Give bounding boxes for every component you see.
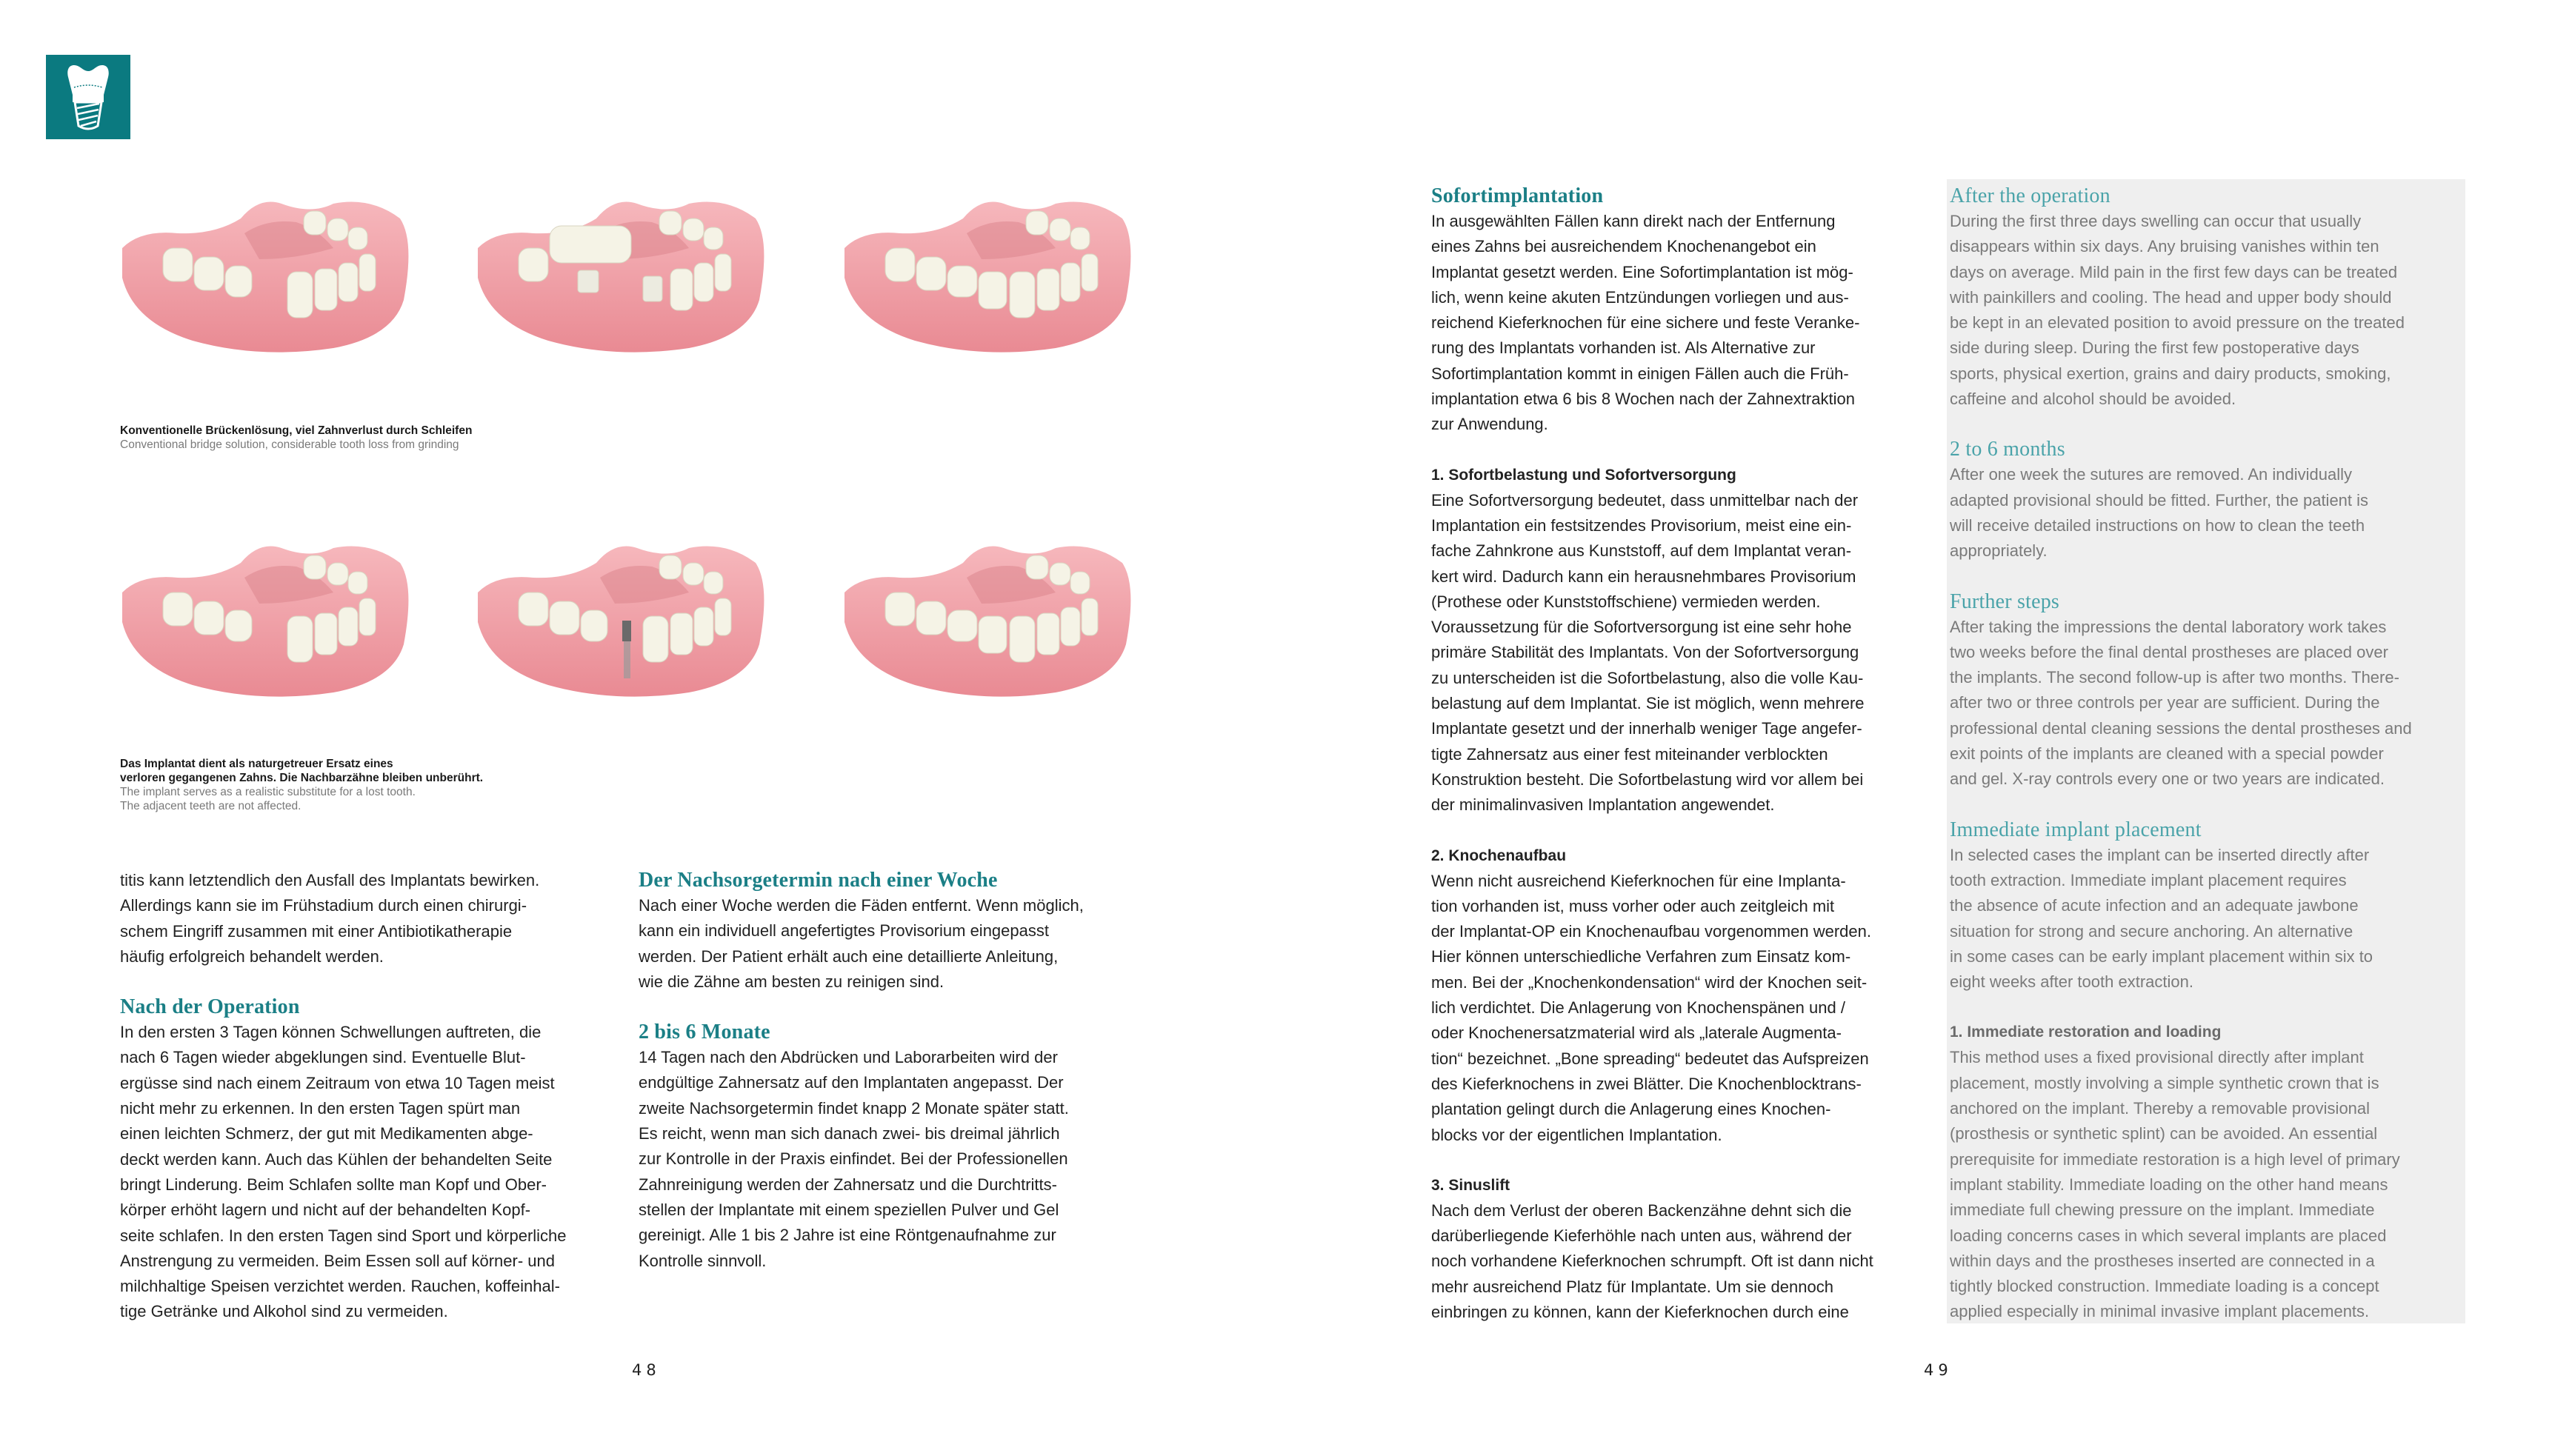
left-column-1 (120, 868, 639, 1325)
sidebar-line: days on average. Mild pain in the first few days can be treated (1950, 262, 2398, 281)
body-line: noch vorhandene Kieferknochen schrumpft. Oft ist dann nicht (1431, 1252, 1873, 1271)
body-line: belastung auf dem Implantat. Sie ist möglich, wenn mehrere (1431, 694, 1865, 713)
sidebar-line: caffeine and alcohol should be avoided. (1950, 390, 2236, 409)
subsection-heading: 2. Knochenaufbau (1431, 846, 1567, 864)
body-line: körper erhöht lagern und nicht auf der behandelten Kopf- (120, 1200, 531, 1220)
body-line: Zahnreinigung werden der Zahnersatz und die Durchtritts- (639, 1175, 1057, 1194)
body-line: primäre Stabilität des Implantats. Von der Sofortversorgung (1431, 643, 1859, 662)
sidebar-line: within days and the prostheses inserted are connected in a (1950, 1251, 2375, 1270)
body-line: titis kann letztendlich den Ausfall des Implantats bewirken. (120, 871, 540, 889)
sidebar-line: During the first three days swelling can occur that usually (1950, 212, 2362, 230)
body-line: Kontrolle sinnvoll. (639, 1251, 767, 1270)
body-line: Implantat gesetzt werden. Eine Sofortimplantation ist mög- (1431, 262, 1853, 281)
body-line: zur Kontrolle in der Praxis einfindet. Bei der Professionellen (639, 1149, 1068, 1169)
body-line: milchhaltige Speisen verzichtet werden. Rauchen, koffeinhal- (120, 1277, 560, 1296)
page-number-left: 48 (632, 1361, 661, 1379)
sidebar-line: will receive detailed instructions on how to clean the teeth (1950, 515, 2365, 535)
jaw-figure-3 (833, 189, 1145, 359)
jaw-figure-1 (111, 189, 422, 359)
sidebar-line: be kept in an elevated position to avoid pressure on the treated (1950, 313, 2405, 333)
figure-caption-2 (120, 757, 483, 813)
body-line: zu unterscheiden ist die Sofortbelastung, also die volle Kau- (1431, 668, 1864, 687)
figure-caption-1 (120, 424, 472, 452)
body-line: implantation etwa 6 bis 8 Wochen nach der Zahnextraktion (1431, 390, 1855, 409)
body-line: der Implantat-OP ein Knochenaufbau vorgenommen werden. (1431, 922, 1871, 941)
body-line: men. Bei der „Knochenkondensation“ wird der Knochen seit- (1431, 972, 1868, 992)
sidebar-line: applied especially in minimal invasive implant placements. (1950, 1302, 2370, 1321)
sidebar-heading: After the operation (1950, 184, 2110, 207)
sidebar-line: with painkillers and cooling. The head and upper body should (1950, 287, 2392, 307)
body-line: Implantate gesetzt und der innerhalb weniger Tage angefer- (1431, 719, 1862, 738)
subsection-heading: 1. Sofortbelastung und Sofortversorgung (1431, 466, 1736, 484)
body-line: Nach einer Woche werden die Fäden entfernt. Wenn möglich, (639, 896, 1084, 915)
body-line: fache Zahnkrone aus Kunststoff, auf dem Implantat veran- (1431, 541, 1852, 561)
body-line: ergüsse sind nach einem Zeitraum von etwa 10 Tagen meist (120, 1073, 555, 1092)
body-line: Eine Sofortversorgung bedeutet, dass unmittelbar nach der (1431, 490, 1859, 510)
sidebar-line: the implants. The second follow-up is after two months. There- (1950, 668, 2399, 687)
dental-implant-icon (46, 55, 130, 139)
body-line: Nach dem Verlust der oberen Backenzähne dehnt sich die (1431, 1200, 1852, 1220)
body-line: tion vorhanden ist, muss vorher oder auch zeitgleich mit (1431, 896, 1835, 915)
body-line: oder Knochenersatzmaterial wird als „laterale Augmenta- (1431, 1023, 1842, 1043)
sidebar-line: professional dental cleaning sessions the dental prostheses and (1950, 718, 2412, 738)
sidebar-line: In selected cases the implant can be inserted directly after (1950, 845, 2370, 864)
right-main-column (1431, 184, 1942, 1325)
body-line: deckt werden kann. Auch das Kühlen der behandelten Seite (120, 1149, 553, 1169)
sidebar-line: tightly blocked construction. Immediate loading is a concept (1950, 1277, 2379, 1296)
body-line: Es reicht, wenn man sich danach zwei- bis dreimal jährlich (639, 1124, 1060, 1143)
body-line: tigte Zahnersatz aus einer fest miteinander verblockten (1431, 744, 1828, 764)
sidebar-line: placement, mostly involving a simple synthetic crown that is (1950, 1073, 2379, 1092)
body-line: eines Zahns bei ausreichendem Knochenangebot ein (1431, 237, 1816, 256)
body-line: darüberliegende Kieferhöhle nach unten aus, während der (1431, 1226, 1852, 1246)
body-line: bringt Linderung. Beim Schlafen sollte man Kopf und Ober- (120, 1175, 547, 1194)
jaw-figure-5-implant (467, 533, 778, 704)
body-line: Sofortimplantation kommt in einigen Fällen auch die Früh- (1431, 364, 1849, 383)
body-line: (Prothese oder Kunststoffschiene) vermieden werden. (1431, 592, 1821, 611)
section-heading: Der Nachsorgetermin nach einer Woche (639, 869, 998, 892)
sidebar-line: eight weeks after tooth extraction. (1950, 972, 2193, 992)
body-line: Anstrengung zu vermeiden. Beim Essen soll auf körner- und (120, 1251, 555, 1270)
body-line: gereinigt. Alle 1 bis 2 Jahre ist eine Röntgenaufnahme zur (639, 1226, 1056, 1245)
body-line: lich, wenn keine akuten Entzündungen vorliegen und aus- (1431, 287, 1849, 307)
sidebar-line: after two or three controls per year are sufficient. During the (1950, 693, 2380, 712)
body-line: nicht mehr zu erkennen. In den ersten Tagen spürt man (120, 1099, 521, 1118)
section-heading: Sofortimplantation (1431, 184, 1604, 207)
sidebar-line: situation for strong and secure anchoring. An alternative (1950, 921, 2353, 941)
body-line: In den ersten 3 Tagen können Schwellungen auftreten, die (120, 1023, 542, 1042)
sidebar-line: immediate full chewing pressure on the implant. Immediate (1950, 1200, 2375, 1220)
body-line: tige Getränke und Alkohol sind zu vermeiden. (120, 1302, 448, 1321)
body-line: 14 Tagen nach den Abdrücken und Laborarbeiten wird der (639, 1048, 1058, 1067)
caption-english: Conventional bridge solution, considerable tooth loss from grinding (120, 438, 459, 451)
body-line: Konstruktion besteht. Die Sofortbelastung wird vor allem bei (1431, 769, 1864, 789)
body-line: Implantation ein festsitzendes Provisorium, meist eine ein- (1431, 515, 1852, 535)
body-line: des Kieferknochens in zwei Blätter. Die Knochenblocktrans- (1431, 1074, 1862, 1093)
body-line: seite schlafen. In den ersten Tagen sind Sport und körperliche (120, 1226, 567, 1245)
body-line: kert wird. Dadurch kann ein herausnehmbares Provisorium (1431, 567, 1856, 586)
sidebar-line: and gel. X-ray controls every one or two years are indicated. (1950, 769, 2385, 789)
body-line: häufig erfolgreich behandelt werden. (120, 946, 384, 966)
sidebar-line: disappears within six days. Any bruising vanishes within ten (1950, 237, 2379, 256)
sidebar-line: adapted provisional should be fitted. Further, the patient is (1950, 490, 2369, 510)
sidebar-line: loading concerns cases in which several implants are placed (1950, 1226, 2387, 1245)
sidebar-line: in some cases can be early implant placement within six to (1950, 946, 2373, 966)
jaw-figure-6 (833, 533, 1145, 704)
body-line: plantation gelingt durch die Anlagerung eines Knochen- (1431, 1100, 1831, 1119)
sidebar-line: sports, physical exertion, grains and dairy products, smoking, (1950, 364, 2391, 383)
sidebar-heading: Immediate implant placement (1950, 818, 2202, 841)
sidebar-heading: Further steps (1950, 590, 2060, 613)
caption-english-line: The adjacent teeth are not affected. (120, 800, 301, 812)
caption-german: Konventionelle Brückenlösung, viel Zahnverlust durch Schleifen (120, 424, 473, 437)
body-line: Hier können unterschiedliche Verfahren zum Einsatz kom- (1431, 947, 1851, 966)
sidebar-line: After taking the impressions the dental laboratory work takes (1950, 617, 2387, 636)
body-line: rung des Implantats vorhanden ist. Als Alternative zur (1431, 338, 1816, 358)
body-line: reichend Kieferknochen für eine sichere und feste Veranke- (1431, 313, 1860, 333)
body-line: der minimalinvasiven Implantation angewendet. (1431, 795, 1775, 815)
sidebar-subheading: 1. Immediate restoration and loading (1950, 1023, 2222, 1041)
caption-english-line: The implant serves as a realistic substitute for a lost tooth. (120, 786, 416, 798)
sidebar-line: exit points of the implants are cleaned with a special powder (1950, 744, 2384, 764)
body-line: tion“ bezeichnet. „Bone spreading“ bedeutet das Aufspreizen (1431, 1049, 1869, 1068)
body-line: endgültige Zahnersatz auf den Implantaten angepasst. Der (639, 1073, 1064, 1092)
body-line: kann ein individuell angefertigtes Provisorium eingepasst (639, 921, 1049, 941)
sidebar-line: implant stability. Immediate loading on the other hand means (1950, 1175, 2388, 1194)
body-line: Wenn nicht ausreichend Kieferknochen für eine Implanta- (1431, 871, 1846, 890)
body-line: stellen der Implantate mit einem speziellen Pulver und Gel (639, 1200, 1059, 1219)
caption-german-line: verloren gegangenen Zahns. Die Nachbarzähne bleiben unberührt. (120, 772, 484, 784)
jaw-figure-2 (467, 189, 778, 359)
sidebar-line: This method uses a fixed provisional directly after implant (1950, 1048, 2364, 1067)
body-line: einen leichten Schmerz, der gut mit Medikamenten abge- (120, 1124, 533, 1143)
body-line: schem Eingriff zusammen mit einer Antibiotikatherapie (120, 921, 513, 941)
section-heading: Nach der Operation (120, 995, 300, 1019)
sidebar-heading: 2 to 6 months (1950, 438, 2065, 461)
body-line: lich verdichtet. Die Anlagerung von Knochenspänen und / (1431, 998, 1845, 1018)
sidebar-line: appropriately. (1950, 541, 2048, 561)
body-line: In ausgewählten Fällen kann direkt nach der Entfernung (1431, 212, 1836, 230)
body-line: Allerdings kann sie im Frühstadium durch einen chirurgi- (120, 896, 527, 915)
sidebar-line: prerequisite for immediate restoration is a high level of primary (1950, 1149, 2400, 1169)
body-line: blocks vor der eigentlichen Implantation. (1431, 1125, 1722, 1144)
body-line: Voraussetzung für die Sofortversorgung ist eine sehr hohe (1431, 618, 1852, 637)
sidebar-line: After one week the sutures are removed. An individually (1950, 465, 2352, 484)
body-line: mehr ausreichend Platz für Implantate. Um sie dennoch (1431, 1277, 1833, 1296)
jaw-figure-4 (111, 533, 422, 704)
subsection-heading: 3. Sinuslift (1431, 1176, 1510, 1194)
body-line: zweite Nachsorgetermin findet knapp 2 Monate später statt. (639, 1098, 1069, 1118)
sidebar-line: tooth extraction. Immediate implant placement requires (1950, 870, 2347, 889)
body-line: zur Anwendung. (1431, 415, 1548, 434)
sidebar-line: side during sleep. During the first few postoperative days (1950, 338, 2359, 358)
sidebar-line: the absence of acute infection and an adequate jawbone (1950, 896, 2359, 915)
body-line: werden. Der Patient erhält auch eine detaillierte Anleitung, (639, 946, 1059, 966)
caption-german-line: Das Implantat dient als naturgetreuer Ersatz eines (120, 758, 393, 770)
body-line: einbringen zu können, kann der Kieferknochen durch eine (1431, 1302, 1849, 1321)
english-sidebar (1947, 179, 2465, 1323)
sidebar-line: anchored on the implant. Thereby a removable provisional (1950, 1099, 2371, 1118)
left-column-2 (639, 868, 1157, 1274)
sidebar-line: two weeks before the final dental prostheses are placed over (1950, 642, 2388, 661)
page-number-right: 49 (1924, 1361, 1953, 1379)
section-heading: 2 bis 6 Monate (639, 1021, 770, 1044)
dental-implant-logo (46, 55, 130, 139)
body-line: nach 6 Tagen wieder abgeklungen sind. Eventuelle Blut- (120, 1048, 526, 1067)
body-line: wie die Zähne am besten zu reinigen sind. (639, 972, 944, 991)
sidebar-line: (prosthesis or synthetic splint) can be avoided. An essential (1950, 1124, 2378, 1143)
